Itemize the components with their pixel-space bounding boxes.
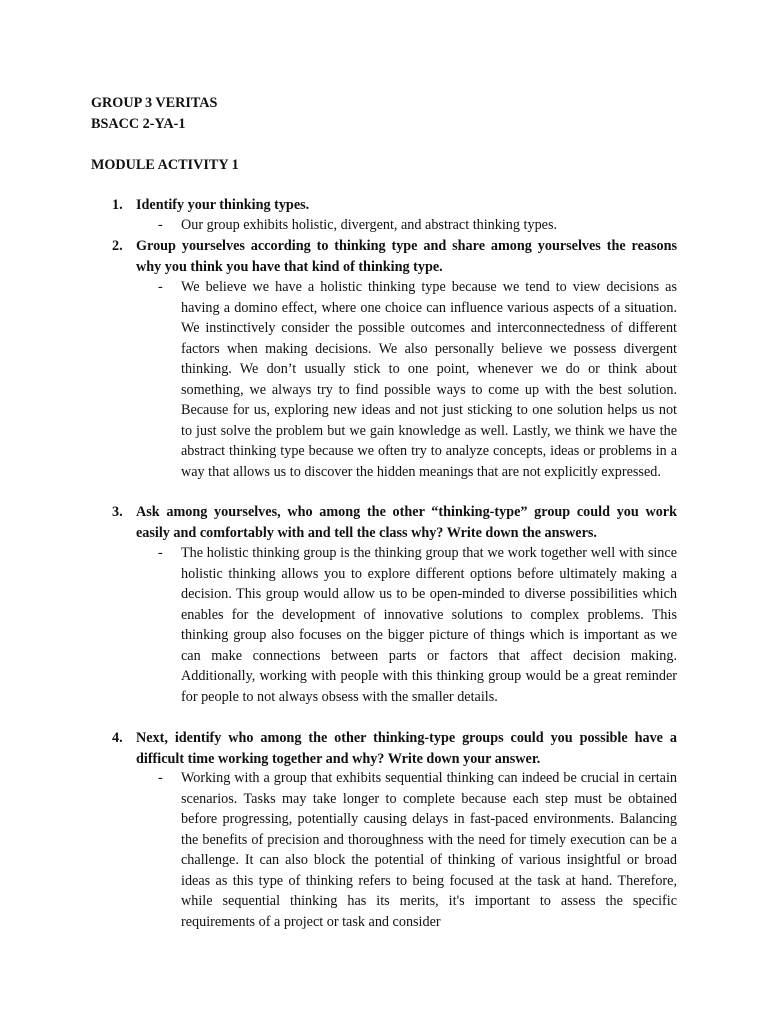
bullet-dash: -	[158, 279, 163, 295]
bullet-dash: -	[158, 545, 163, 561]
answer-text: We believe we have a holistic thinking type because we tend to view decisions as having a domino effect, where one choice can influence various aspects of a situation. We instinctively consider the possible outcomes and interconnectedness of different factors when making decisions. We also personally believe we possess divergent thinking. We don’t usually stick to one point, whenever we do or think about something, we always try to find possible ways to come up with the best solution. Because for us, exploring new ideas and not just sticking to one solution helps us not to just solve the problem but we gain knowledge as well. Lastly, we think we have the abstract thinking type because we often try to analyze concepts, ideas or problems in a way that allows us to discover the hidden meanings that are not explicitly expressed.	[181, 279, 677, 480]
question-text: Group yourselves according to thinking type and share among yourselves the reasons why you think you have that kind of thinking type.	[136, 238, 677, 275]
question-text: Ask among yourselves, who among the other “thinking-type” group could you work easily and comfortably with and tell the class why? Write down the answers.	[136, 504, 677, 541]
activity-title: MODULE ACTIVITY 1	[91, 157, 239, 173]
question-text: Next, identify who among the other thinking-type groups could you possible have a difficult time working together and why? Write down your answer.	[136, 730, 677, 767]
group-name: GROUP 3 VERITAS	[91, 95, 218, 111]
answer-text: The holistic thinking group is the thinking group that we work together well with since holistic thinking allows you to explore different options before ultimately making a decision. This group would allow us to be open-minded to diverse possibilities which enables for the development of innovative solutions to complex problems. This thinking group also focuses on the bigger picture of things which is important as we can make connections between parts or factors that affect decision making. Additionally, working with people with this thinking group would be a great reminder for people to not always obsess with the smaller details.	[181, 545, 677, 705]
answer-text: Our group exhibits holistic, divergent, and abstract thinking types.	[181, 217, 558, 233]
question-number: 2.	[112, 238, 123, 254]
question-number: 1.	[112, 197, 123, 213]
section-code: BSACC 2-YA-1	[91, 116, 186, 132]
answer-text: Working with a group that exhibits sequential thinking can indeed be crucial in certain scenarios. Tasks may take longer to complete because each step must be obtained before progressing, potentially causing delays in fast-paced environments. Balancing the benefits of precision and thoroughness with the need for timely execution can be a challenge. It can also block the potential of thinking of various insightful or broad ideas as this type of thinking refers to being focused at the task at hand. Therefore, while sequential thinking has its merits, it's important to assess the specific requirements of a project or task and consider	[181, 770, 677, 930]
bullet-dash: -	[158, 217, 163, 233]
question-number: 3.	[112, 504, 123, 520]
bullet-dash: -	[158, 770, 163, 786]
question-text: Identify your thinking types.	[136, 197, 310, 213]
question-number: 4.	[112, 730, 123, 746]
